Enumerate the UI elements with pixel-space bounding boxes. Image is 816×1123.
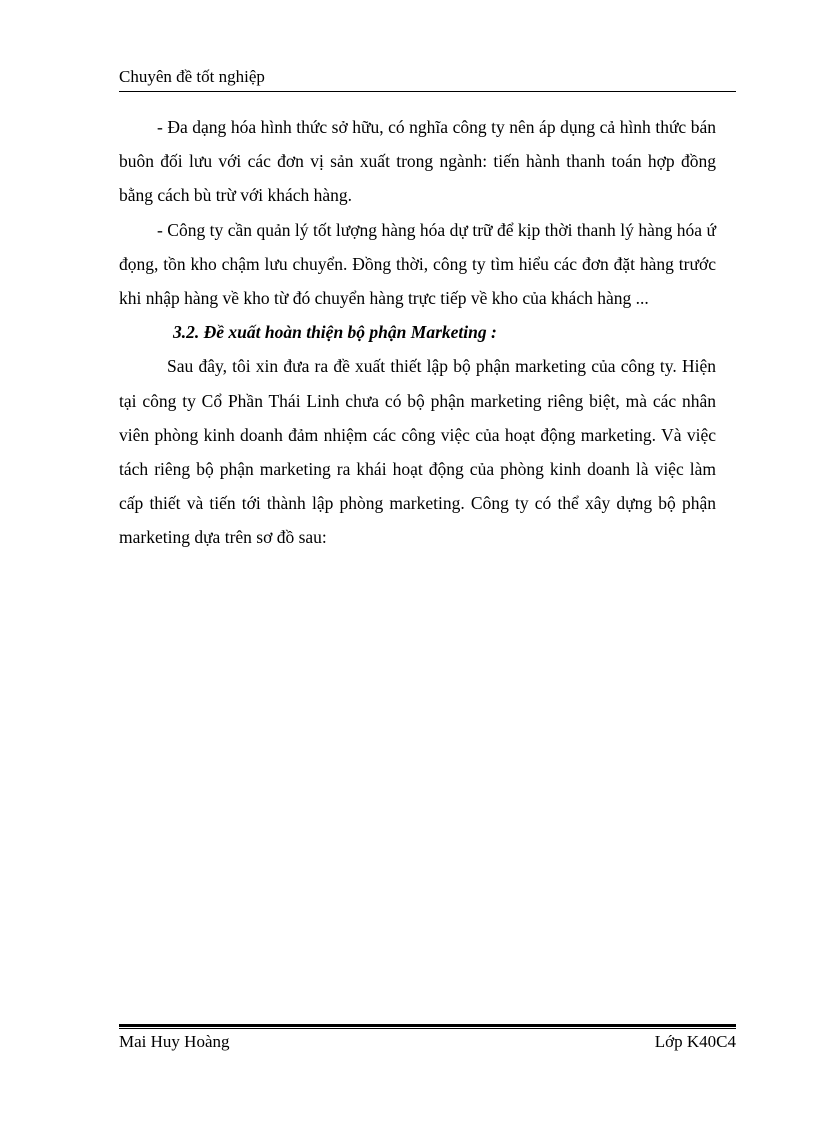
footer-divider-thin [119,1028,736,1029]
paragraph-marketing-proposal: Sau đây, tôi xin đưa ra đề xuất thiết lập bộ phận marketing của công ty. Hiện tại công ty Cổ Phần Thái Linh chưa có bộ phận marketing riêng biệt, mà các nhân viên phòng kinh doanh đảm nhiệm các công việc của hoạt động marketing. Và việc tách riêng bộ phận marketing ra khái hoạt động của phòng kinh doanh là việc làm cấp thiết và tiến tới thành lập phòng marketing. Công ty có thể xây dựng bộ phận marketing dựa trên sơ đồ sau: [119,356,716,548]
paragraph-inventory-management: - Công ty cần quản lý tốt lượng hàng hóa dự trữ để kịp thời thanh lý hàng hóa ứ đọng, tồn kho chậm lưu chuyển. Đồng thời, công ty tìm hiểu các đơn đặt hàng trước khi nhập hàng về kho từ đó chuyển hàng trực tiếp về kho của khách hàng ... [119,219,716,309]
header-title: Chuyên đề tốt nghiệp [119,67,265,86]
body-text [119,110,716,555]
footer-divider-thick [119,1024,736,1027]
paragraph-ownership-diversification: - Đa dạng hóa hình thức sở hữu, có nghĩa công ty nên áp dụng cả hình thức bán buôn đối lưu với các đơn vị sản xuất trong ngành: tiến hành thanh toán hợp đồng bằng cách bù trừ với khách hàng. [119,117,716,206]
footer-author: Mai Huy Hoàng [119,1032,230,1051]
section-heading: 3.2. Đề xuất hoàn thiện bộ phận Marketing : [173,322,497,343]
footer-class: Lớp K40C4 [654,1032,736,1051]
header-divider [119,91,736,92]
